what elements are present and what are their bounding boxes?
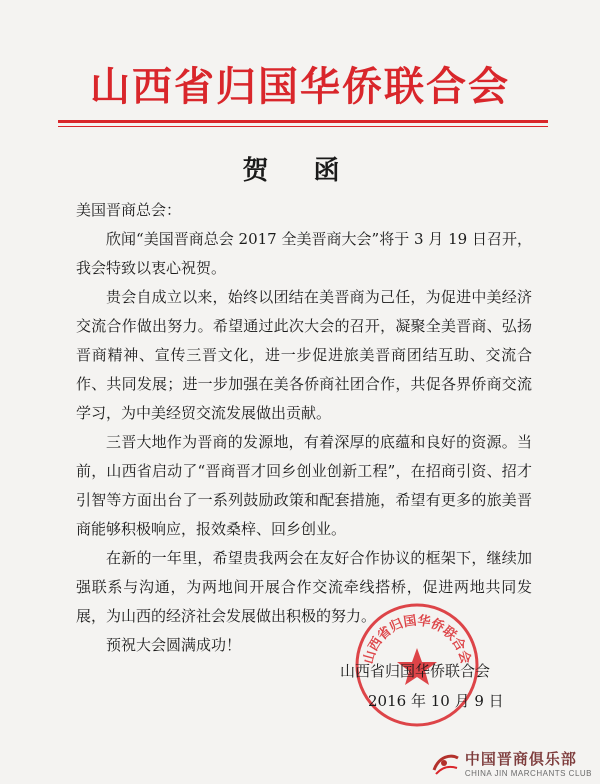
letter-body <box>76 196 532 660</box>
club-logo-icon <box>431 750 461 776</box>
letter-title: 贺 函 <box>242 156 358 186</box>
salutation: 美国晋商总会： <box>76 201 182 219</box>
watermark-name-en: CHINA JIN MARCHANTS CLUB <box>464 769 592 778</box>
paragraph-4: 在新的一年里，希望贵我两会在友好合作协议的框架下，继续加强联系与沟通，为两地间开展合作交流牵线搭桥，促进两地共同发展，为山西的经济社会发展做出积极的努力。 <box>76 549 532 625</box>
letterhead-rule-thin <box>58 126 548 127</box>
paragraph-5: 预祝大会圆满成功！ <box>106 636 242 654</box>
watermark-name-cn: 中国晋商俱乐部 <box>464 750 577 768</box>
signature-organization: 山西省归国华侨联合会 <box>340 662 491 680</box>
paragraph-3: 三晋大地作为晋商的发源地，有着深厚的底蕴和良好的资源。当前，山西省启动了“晋商晋才回乡创业创新工程”，在招商引资、招才引智等方面出台了一系列鼓励政策和配套措施，希望有更多的旅美晋商能够积极响应，报效桑梓、回乡创业。 <box>76 433 532 538</box>
signature-date: 2016 年 10 月 9 日 <box>368 692 504 710</box>
signature-block <box>340 656 504 716</box>
seal-text: 山西省归国华侨联合会 <box>361 613 473 666</box>
paragraph-1: 欣闻“美国晋商总会 2017 全美晋商大会”将于 3 月 19 日召开，我会特致以衷心祝贺。 <box>76 230 532 277</box>
letterhead-rule-thick <box>58 120 548 123</box>
paragraph-2: 贵会自成立以来，始终以团结在美晋商为己任，为促进中美经济交流合作做出努力。希望通过此次大会的召开，凝聚全美晋商、弘扬晋商精神、宣传三晋文化，进一步促进旅美晋商团结互助、交流合作、共同发展；进一步加强在美各侨商社团合作，共促各界侨商交流学习，为中美经贸交流发展做出贡献。 <box>76 288 532 422</box>
letterhead-organization: 山西省归国华侨联合会 <box>90 64 510 110</box>
watermark <box>431 748 592 778</box>
